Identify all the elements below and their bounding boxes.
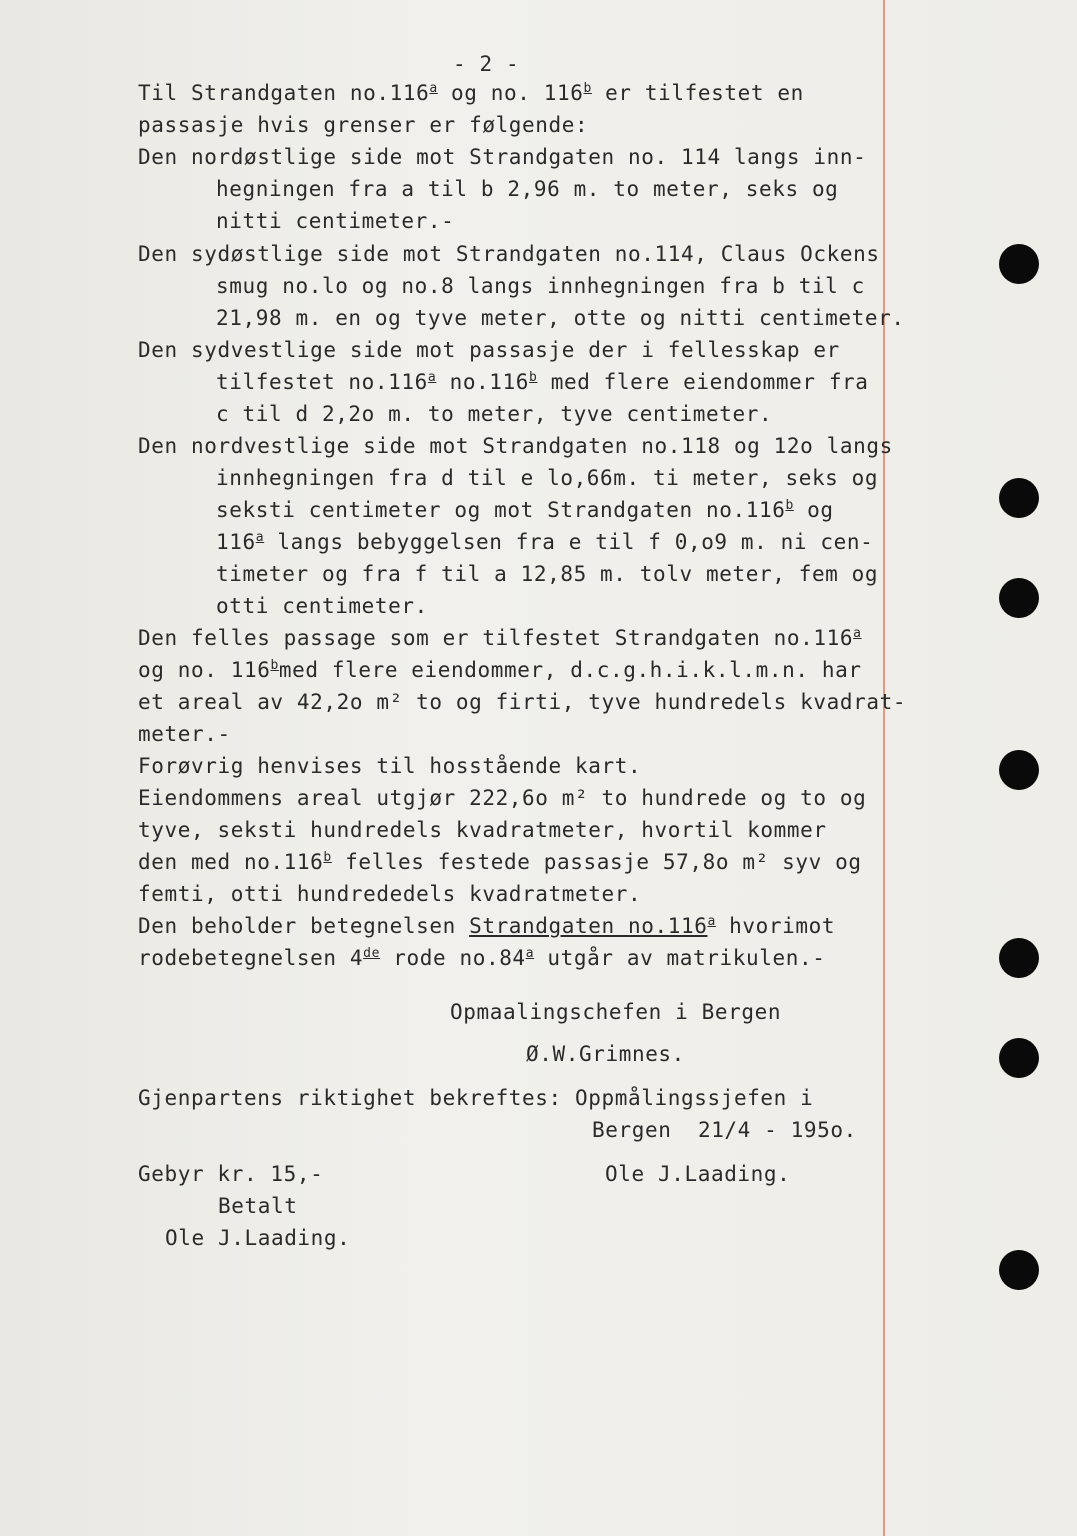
punch-hole	[999, 244, 1039, 284]
text-line: timeter og fra f til a 12,85 m. tolv meter, fem og	[216, 562, 879, 586]
text-line: 116$^a$ langs bebyggelsen fra e til f 0,o9 m. ni cen-	[216, 530, 874, 554]
text-line: Den felles passage som er tilfestet Strandgaten no.116$^a$	[138, 626, 862, 650]
text-line: rodebetegnelsen 4de rode no.84$^a$ utgår av matrikulen.-	[138, 946, 826, 970]
certification-signer: Ole J.Laading.	[605, 1162, 791, 1186]
text-line: 21,98 m. en og tyve meter, otte og nitti centimeter.	[216, 306, 905, 330]
text-line: hegningen fra a til b 2,96 m. to meter, seks og	[216, 177, 839, 201]
text-line: femti, otti hundrededels kvadratmeter.	[138, 882, 642, 906]
text-line: Den beholder betegnelsen Strandgaten no.116$^a$ hvorimot	[138, 914, 836, 938]
text-line: Til Strandgaten no.116$^a$ og no. 116$^b$ er tilfestet en	[138, 81, 804, 105]
text-line: Den sydøstlige side mot Strandgaten no.114, Claus Ockens	[138, 242, 880, 266]
text-line: Den nordøstlige side mot Strandgaten no. 114 langs inn-	[138, 145, 867, 169]
punch-hole	[999, 938, 1039, 978]
text-line: meter.-	[138, 722, 231, 746]
signature-name: Ø.W.Grimnes.	[526, 1042, 685, 1066]
text-line: nitti centimeter.-	[216, 209, 455, 233]
text-line: tyve, seksti hundredels kvadratmeter, hvortil kommer	[138, 818, 827, 842]
text-line: c til d 2,2o m. to meter, tyve centimeter.	[216, 402, 773, 426]
punch-hole	[999, 750, 1039, 790]
fee-paid: Betalt	[218, 1194, 298, 1218]
fee-signer: Ole J.Laading.	[165, 1226, 351, 1250]
text-line: Den sydvestlige side mot passasje der i fellesskap er	[138, 338, 840, 362]
text-line: et areal av 42,2o m² to og firti, tyve hundredels kvadrat-	[138, 690, 907, 714]
certification-line: Gjenpartens riktighet bekreftes: Oppmålingssjefen i	[138, 1086, 814, 1110]
punch-hole	[999, 1038, 1039, 1078]
text-line: den med no.116$^b$ felles festede passasje 57,8o m² syv og	[138, 850, 862, 874]
text-line: seksti centimeter og mot Strandgaten no.116$^b$ og	[216, 498, 834, 522]
text-line: tilfestet no.116$^a$ no.116$^b$ med flere eiendommer fra	[216, 370, 869, 394]
certification-date: Bergen 21/4 - 195o.	[592, 1118, 857, 1142]
text-line: Eiendommens areal utgjør 222,6o m² to hundrede og to og	[138, 786, 867, 810]
punch-hole	[999, 1250, 1039, 1290]
text-line: passasje hvis grenser er følgende:	[138, 113, 589, 137]
text-line: og no. 116$^b$med flere eiendommer, d.c.g.h.i.k.l.m.n. har	[138, 658, 862, 682]
punch-hole	[999, 578, 1039, 618]
punch-hole	[999, 478, 1039, 518]
signature-office: Opmaalingschefen i Bergen	[450, 1000, 782, 1024]
text-line: innhegningen fra d til e lo,66m. ti meter, seks og	[216, 466, 879, 490]
text-line: otti centimeter.	[216, 594, 428, 618]
margin-rule	[883, 0, 885, 1536]
page-number: - 2 -	[453, 52, 520, 76]
text-line: Den nordvestlige side mot Strandgaten no.118 og 12o langs	[138, 434, 893, 458]
fee-line: Gebyr kr. 15,-	[138, 1162, 324, 1186]
text-line: Forøvrig henvises til hosstående kart.	[138, 754, 642, 778]
text-line: smug no.lo og no.8 langs innhegningen fra b til c	[216, 274, 865, 298]
